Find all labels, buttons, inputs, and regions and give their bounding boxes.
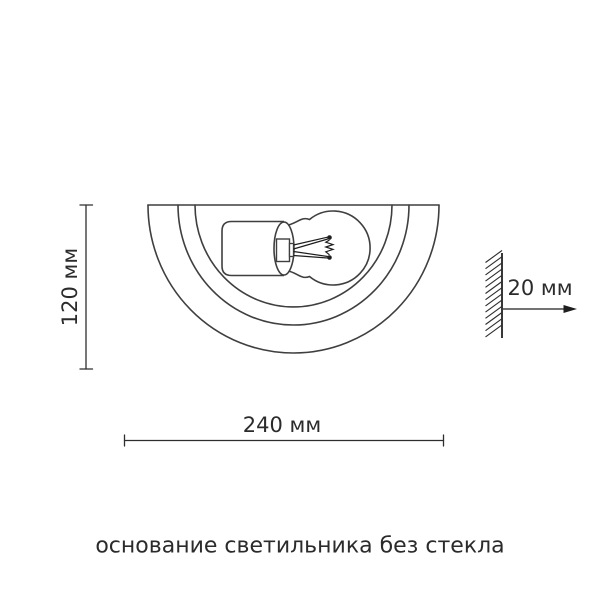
width-dimension-label: 240 мм bbox=[242, 413, 322, 437]
bulb-base-contact bbox=[290, 244, 294, 257]
wall-hatching bbox=[486, 251, 503, 337]
depth-dimension-label: 20 мм bbox=[507, 276, 573, 300]
diagram-caption: основание светильника без стекла bbox=[95, 533, 505, 559]
depth-arrow-head bbox=[564, 305, 578, 313]
height-dimension-label: 120 мм bbox=[58, 247, 82, 327]
bulb-base bbox=[277, 239, 290, 262]
lamp-socket bbox=[222, 222, 294, 276]
filament-node-bottom bbox=[327, 255, 332, 260]
filament-node-top bbox=[327, 235, 332, 240]
depth-arrow bbox=[503, 305, 577, 313]
wall-section bbox=[486, 251, 503, 339]
